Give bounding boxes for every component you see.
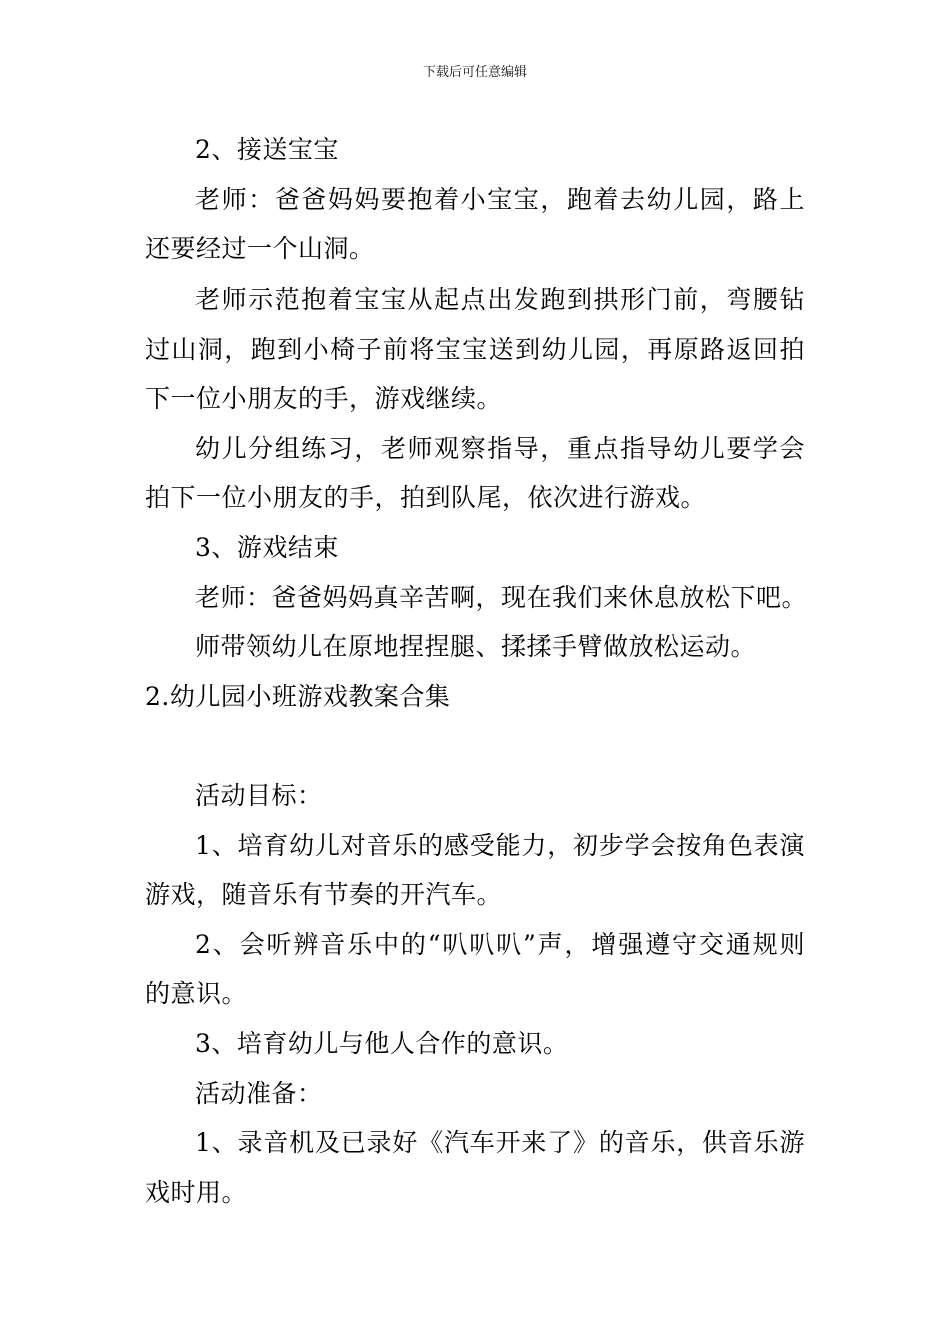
paragraph-line: 2、会听辨音乐中的“叭叭叭”声，增强遵守交通规则 (195, 930, 805, 959)
paragraph-line: 师带领幼儿在原地捏捏腿、揉揉手臂做放松运动。 (195, 632, 757, 661)
paragraph-line: 1、录音机及已录好《汽车开来了》的音乐，供音乐游 (195, 1128, 805, 1157)
paragraph-line: 还要经过一个山洞。 (145, 234, 375, 263)
section-heading: 3、游戏结束 (195, 533, 339, 562)
paragraph-line: 过山洞，跑到小椅子前将宝宝送到幼儿园，再原路返回拍 (145, 335, 805, 364)
section-heading: 2、接送宝宝 (195, 135, 339, 164)
paragraph-line: 下一位小朋友的手，游戏继续。 (145, 384, 503, 413)
paragraph-line: 拍下一位小朋友的手，拍到队尾，依次进行游戏。 (145, 483, 707, 512)
page-header: 下载后可任意编辑 (422, 65, 527, 80)
section-heading: 活动准备： (195, 1079, 323, 1108)
document-title: 2.幼儿园小班游戏教案合集 (145, 682, 451, 711)
paragraph-line: 幼儿分组练习，老师观察指导，重点指导幼儿要学会 (195, 434, 805, 463)
paragraph-line: 3、培育幼儿与他人合作的意识。 (195, 1029, 569, 1058)
paragraph-line: 老师示范抱着宝宝从起点出发跑到拱形门前，弯腰钻 (195, 285, 805, 314)
paragraph-line: 老师：爸爸妈妈要抱着小宝宝，跑着去幼儿园，路上 (195, 185, 805, 214)
section-heading: 活动目标： (195, 781, 323, 810)
paragraph-line: 的意识。 (145, 979, 248, 1008)
paragraph-line: 戏时用。 (145, 1178, 248, 1207)
paragraph-line: 游戏，随音乐有节奏的开汽车。 (145, 880, 503, 909)
paragraph-line: 1、培育幼儿对音乐的感受能力，初步学会按角色表演 (195, 831, 805, 860)
paragraph-line: 老师：爸爸妈妈真辛苦啊，现在我们来休息放松下吧。 (195, 583, 808, 612)
